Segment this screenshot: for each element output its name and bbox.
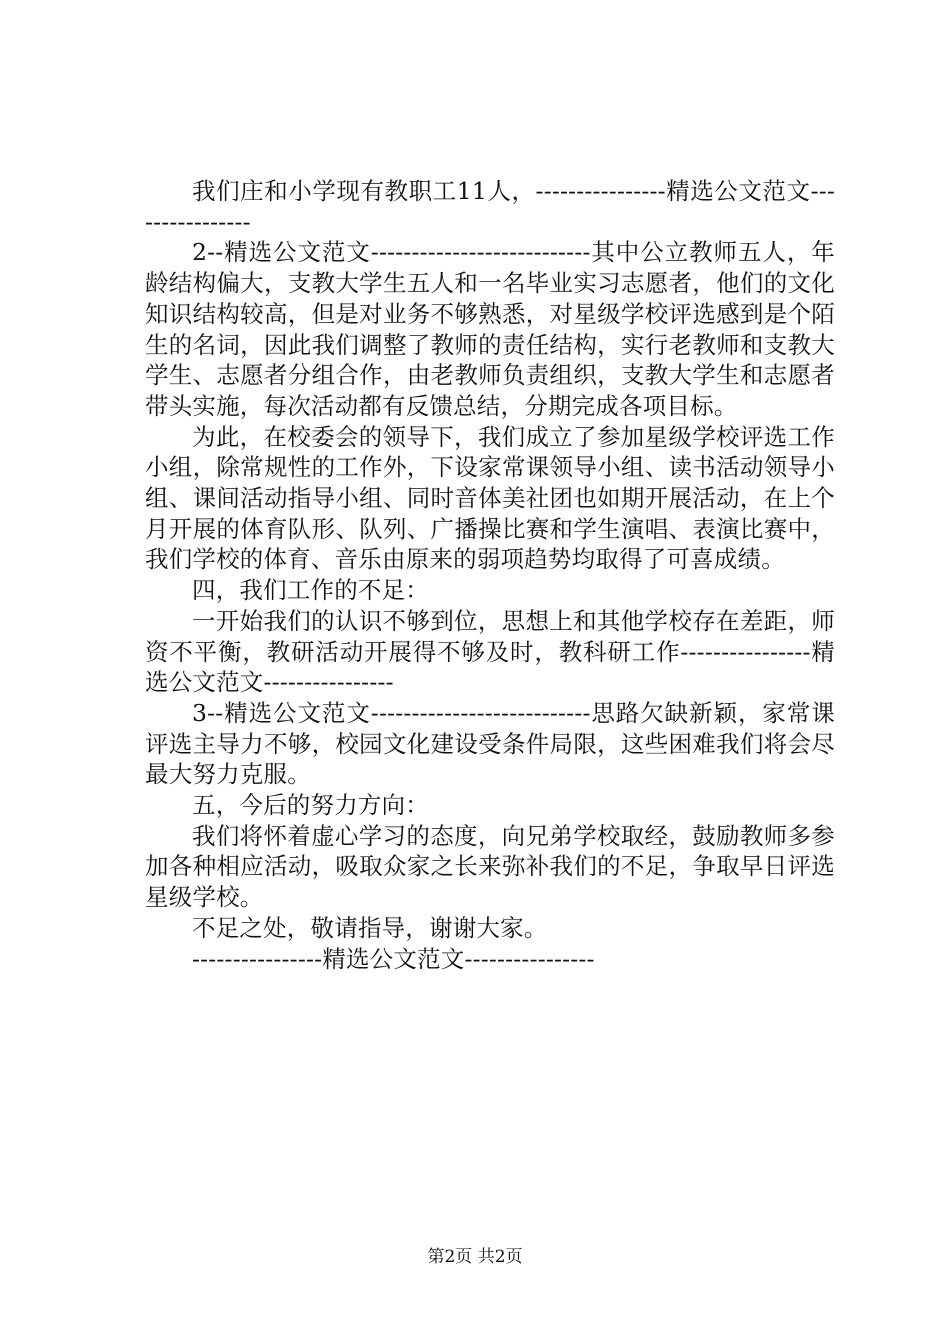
section-heading-future-direction: 五，今后的努力方向：: [192, 791, 429, 820]
section-heading-shortcomings: 四，我们工作的不足：: [192, 576, 429, 605]
paragraph-staff-count: 我们庄和小学现有教职工11人，----------------精选公文范文----------------: [145, 177, 835, 236]
paragraph-work-groups: 为此，在校委会的领导下，我们成立了参加星级学校评选工作小组，除常规性的工作外，下设家常课领导小组、读书活动领导小组、课间活动指导小组、同时音体美社团也如期开展活动，在上个月开展的体育队形、队列、广播操比赛和学生演唱、表演比赛中，我们学校的体育、音乐由原来的弱项趋势均取得了可喜成绩。: [145, 422, 835, 574]
paragraph-teacher-structure: 2--精选公文范文---------------------------其中公立教师五人，年龄结构偏大，支教大学生五人和一名毕业实习志愿者，他们的文化知识结构较高，但是对业务不够熟悉，对星级学校评选感到是个陌生的名词，因此我们调整了教师的责任结构，实行老教师和支教大学生、志愿者分组合作，由老教师负责组织，支教大学生和志愿者带头实施，每次活动都有反馈总结，分期完成各项目标。: [145, 238, 835, 420]
document-body: [145, 176, 835, 974]
paragraph-difficulties: 3--精选公文范文---------------------------思路欠缺新颖，家常课评选主导力不够，校园文化建设受条件局限，这些困难我们将会尽最大努力克服。: [145, 698, 835, 789]
page-number-footer: 第2页 共2页: [427, 1247, 523, 1267]
paragraph-separator: ----------------精选公文范文----------------: [192, 944, 595, 973]
paragraph-future-plan: 我们将怀着虚心学习的态度，向兄弟学校取经，鼓励教师多参加各种相应活动，吸取众家之长来弥补我们的不足，争取早日评选星级学校。: [145, 821, 835, 912]
paragraph-closing: 不足之处，敬请指导，谢谢大家。: [192, 913, 548, 942]
paragraph-shortcomings: 一开始我们的认识不够到位，思想上和其他学校存在差距，师资不平衡，教研活动开展得不够及时，教科研工作----------------精选公文范文----------------: [145, 606, 835, 697]
